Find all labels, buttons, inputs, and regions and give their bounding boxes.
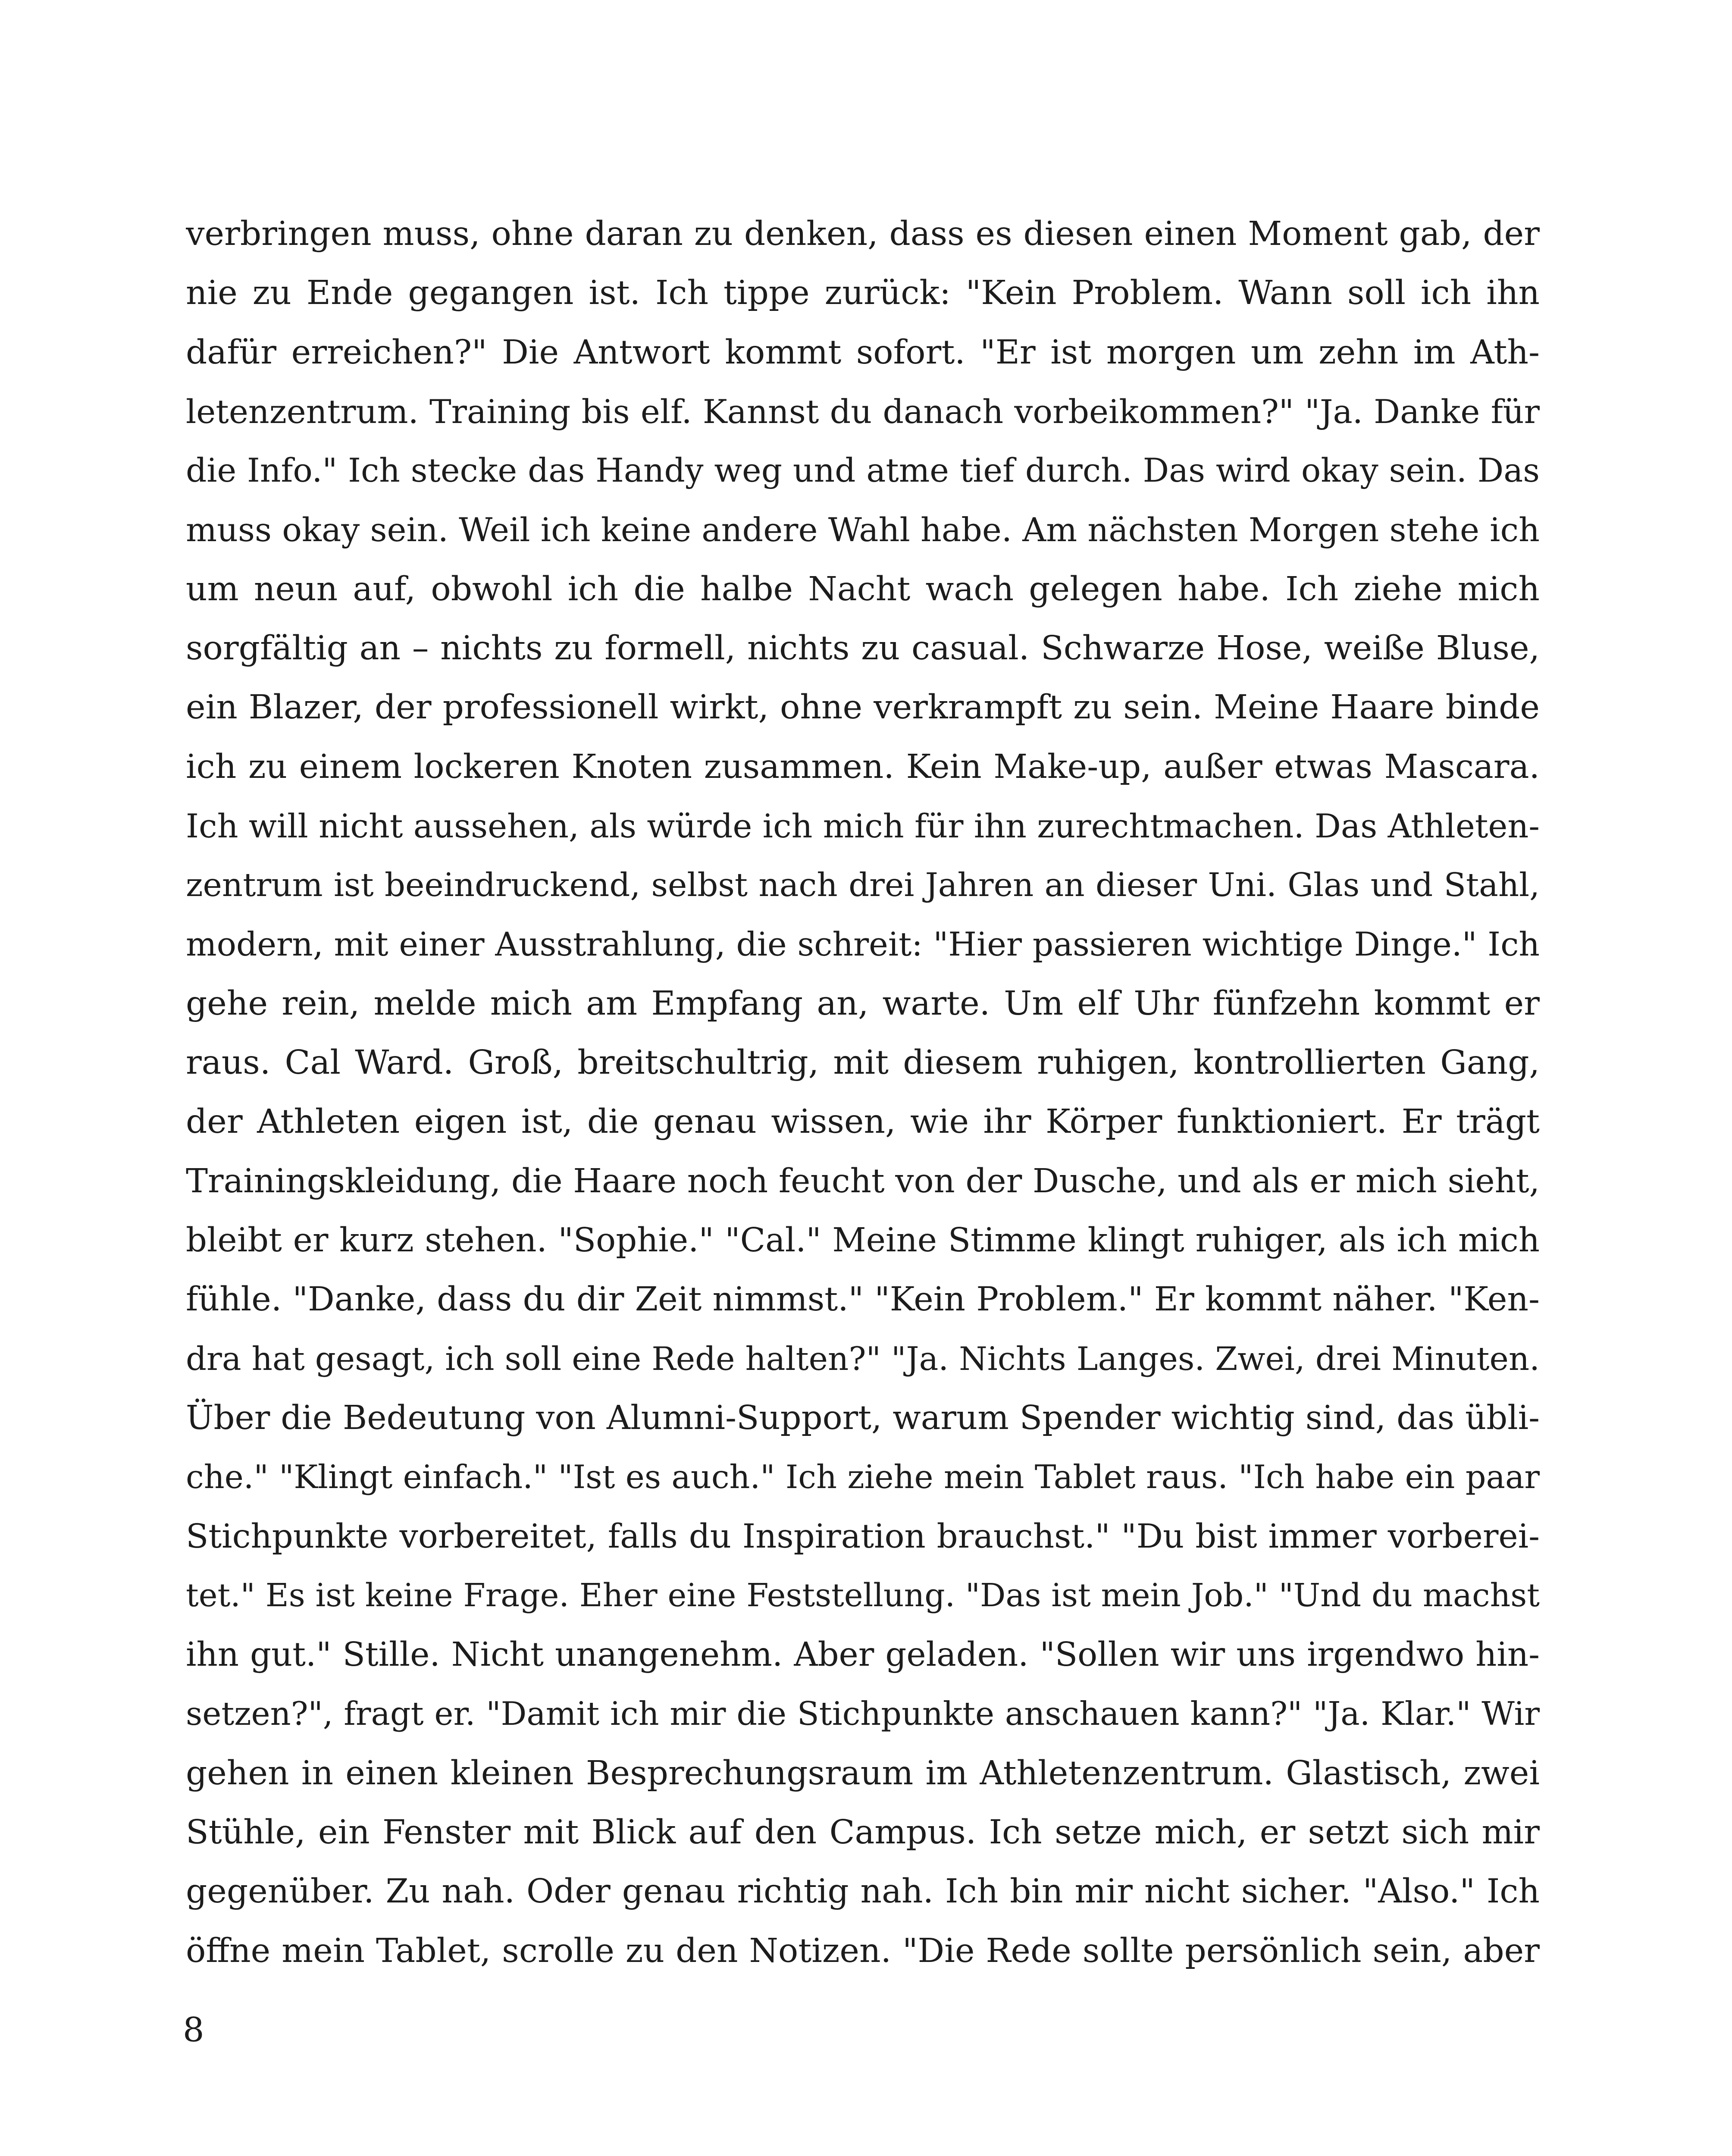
text-line: verbringen muss, ohne daran zu denken, dass es diesen einen Moment gab, der	[186, 215, 1540, 253]
body-text	[186, 204, 1540, 1981]
text-line: öffne mein Tablet, scrolle zu den Notizen. "Die Rede sollte persönlich sein, aber	[186, 1931, 1540, 1970]
text-line: dafür erreichen?" Die Antwort kommt sofort. "Er ist morgen um zehn im Ath-	[186, 333, 1540, 372]
text-line: ein Blazer, der professionell wirkt, ohne verkrampft zu sein. Meine Haare binde	[186, 688, 1540, 727]
text-line: Ich will nicht aussehen, als würde ich mich für ihn zurechtmachen. Das Athleten-	[186, 806, 1540, 845]
text-line: zentrum ist beeindruckend, selbst nach drei Jahren an dieser Uni. Glas und Stahl,	[186, 866, 1540, 904]
text-line: die Info." Ich stecke das Handy weg und atme tief durch. Das wird okay sein. Das	[186, 451, 1540, 490]
text-line: Stühle, ein Fenster mit Blick auf den Campus. Ich setze mich, er setzt sich mir	[186, 1813, 1540, 1852]
text-line: gehen in einen kleinen Besprechungsraum im Athletenzentrum. Glastisch, zwei	[186, 1754, 1540, 1792]
page-number: 8	[183, 2011, 204, 2049]
text-line: letenzentrum. Training bis elf. Kannst du danach vorbeikommen?" "Ja. Danke für	[186, 392, 1540, 431]
text-line: muss okay sein. Weil ich keine andere Wahl habe. Am nächsten Morgen stehe ich	[186, 511, 1540, 549]
text-line: che." "Klingt einfach." "Ist es auch." Ich ziehe mein Tablet raus. "Ich habe ein paar	[186, 1458, 1540, 1496]
text-line: nie zu Ende gegangen ist. Ich tippe zurück: "Kein Problem. Wann soll ich ihn	[186, 274, 1540, 313]
text-line: setzen?", fragt er. "Damit ich mir die Stichpunkte anschauen kann?" "Ja. Klar." Wir	[186, 1695, 1540, 1733]
text-line: sorgfältig an – nichts zu formell, nichts zu casual. Schwarze Hose, weiße Bluse,	[186, 629, 1540, 668]
text-line: um neun auf, obwohl ich die halbe Nacht wach gelegen habe. Ich ziehe mich	[186, 570, 1540, 608]
text-line: der Athleten eigen ist, die genau wissen, wie ihr Körper funktioniert. Er trägt	[186, 1103, 1540, 1141]
text-line: raus. Cal Ward. Groß, breitschultrig, mit diesem ruhigen, kontrollierten Gang,	[186, 1044, 1540, 1082]
text-line: bleibt er kurz stehen. "Sophie." "Cal." Meine Stimme klingt ruhiger, als ich mich	[186, 1221, 1540, 1260]
text-line: Über die Bedeutung von Alumni-Support, warum Spender wichtig sind, das übli-	[186, 1398, 1540, 1437]
text-line: ihn gut." Stille. Nicht unangenehm. Aber geladen. "Sollen wir uns irgendwo hin-	[186, 1636, 1540, 1674]
text-line: Trainingskleidung, die Haare noch feucht von der Dusche, und als er mich sieht,	[186, 1162, 1540, 1200]
text-line: gegenüber. Zu nah. Oder genau richtig nah. Ich bin mir nicht sicher. "Also." Ich	[186, 1872, 1540, 1911]
text-line: fühle. "Danke, dass du dir Zeit nimmst." "Kein Problem." Er kommt näher. "Ken-	[186, 1280, 1540, 1319]
text-line: ich zu einem lockeren Knoten zusammen. Kein Make-up, außer etwas Mascara.	[186, 747, 1540, 786]
text-line: gehe rein, melde mich am Empfang an, warte. Um elf Uhr fünfzehn kommt er	[186, 984, 1540, 1023]
text-line: dra hat gesagt, ich soll eine Rede halten?" "Ja. Nichts Langes. Zwei, drei Minuten.	[186, 1339, 1540, 1378]
text-line: modern, mit einer Ausstrahlung, die schreit: "Hier passieren wichtige Dinge." Ich	[186, 925, 1540, 963]
text-line: Stichpunkte vorbereitet, falls du Inspiration brauchst." "Du bist immer vorberei-	[186, 1517, 1540, 1556]
text-line: tet." Es ist keine Frage. Eher eine Feststellung. "Das ist mein Job." "Und du machst	[186, 1576, 1540, 1614]
